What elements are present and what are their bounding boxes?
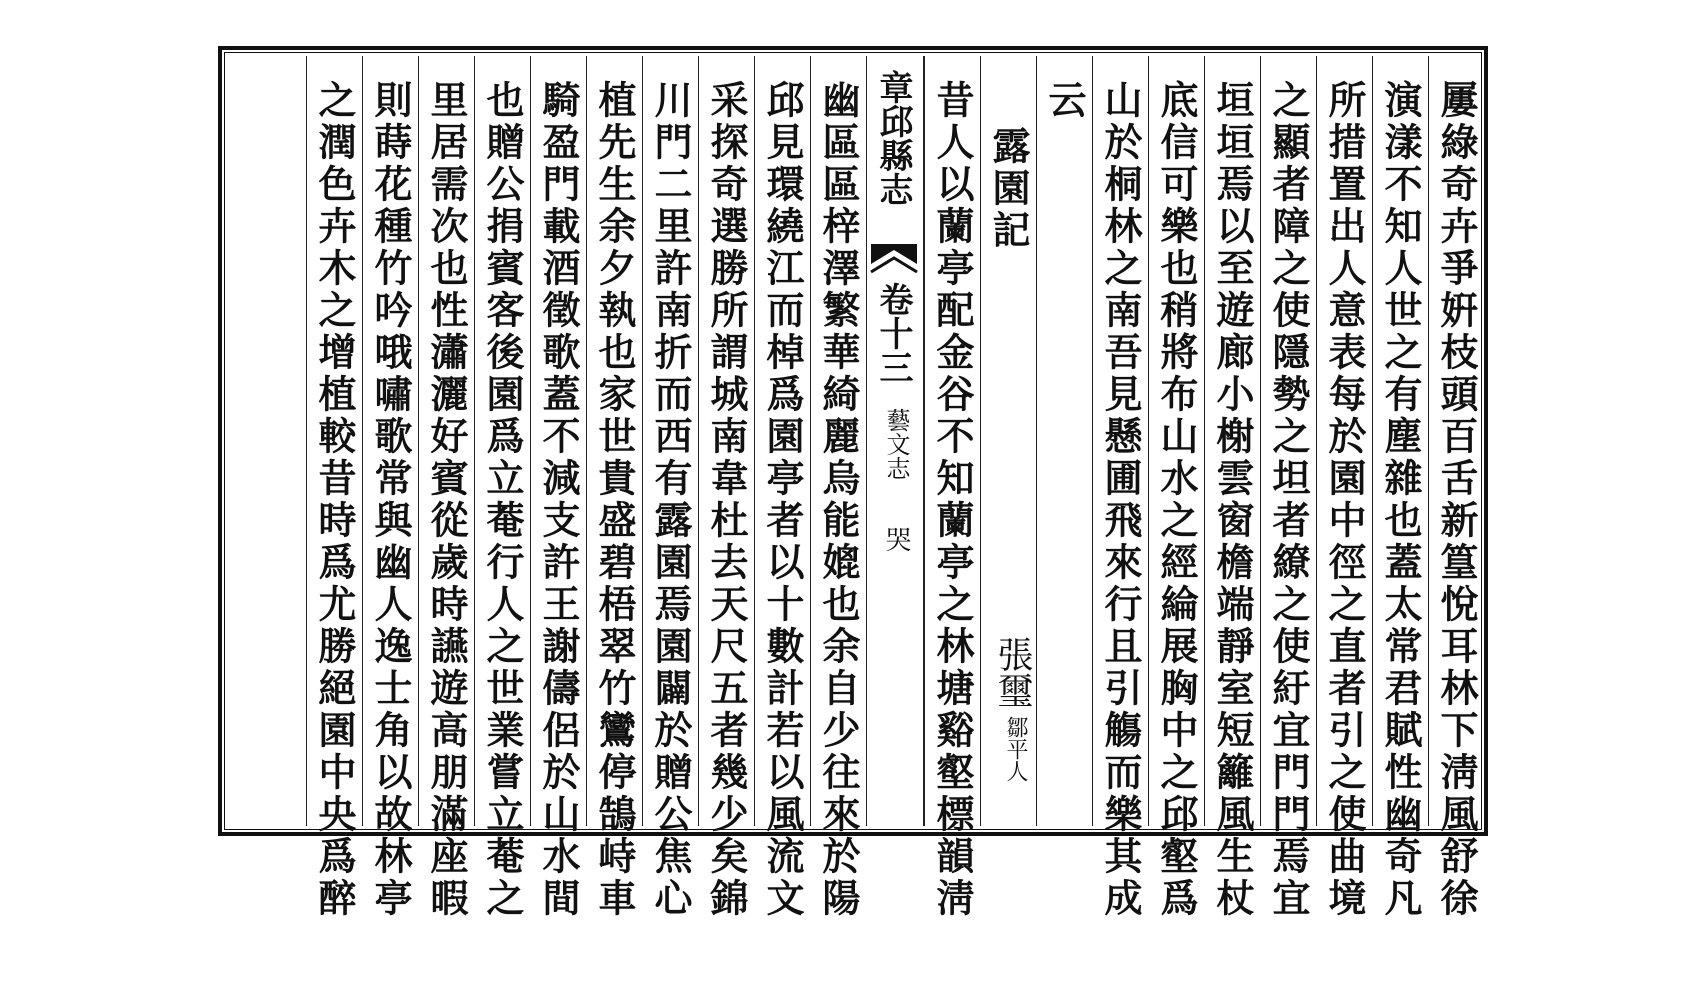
column-text: 則蒔花種竹吟哦嘯歌常與幽人逸士角以故林亭 (368, 80, 413, 920)
text-column-8 (1036, 56, 1092, 826)
page-number: 哭 (881, 526, 911, 552)
text-column-11 (754, 56, 810, 920)
text-column-5 (1204, 56, 1260, 920)
text-column-13 (642, 56, 698, 920)
column-text: 屢綠奇卉爭姸枝頭百舌新篁悅耳林下淸風舒徐 (1434, 80, 1479, 920)
author-note: 鄒平人 (1003, 716, 1028, 782)
text-column-1 (1428, 56, 1484, 920)
text-column-2 (1372, 56, 1428, 920)
column-text: 川門二里許南折而西有露園焉園闢於贈公焦心 (648, 80, 693, 920)
fish-tail-ornament (869, 242, 919, 278)
author-name: 張璽 (992, 636, 1033, 708)
book-title: 章邱縣志 (873, 70, 913, 206)
column-text: 騎盈門載酒徵歌蓋不減支許王謝儔侶於山水間 (536, 80, 581, 920)
column-text: 所措置出人意表每於園中徑之直者引之使曲境 (1322, 80, 1367, 920)
text-column-12 (698, 56, 754, 920)
text-column-16 (474, 56, 530, 920)
column-text: 也贈公捐賓客後園爲立菴行人之世業嘗立菴之 (480, 80, 525, 920)
column-text: 之顯者障之使隱勢之坦者繚之使紆宜門門焉宜 (1266, 80, 1311, 920)
text-column-4 (1260, 56, 1316, 920)
column-text: 之潤色卉木之增植較昔時爲尤勝絕園中央爲醉 (312, 80, 357, 920)
text-column-9 (924, 56, 980, 920)
column-text: 植先生余夕執也家世貴盛碧梧翠竹鸞停鵠峙車 (592, 80, 637, 920)
text-column-15 (530, 56, 586, 920)
column-text: 昔人以蘭亭配金谷不知蘭亭之林塘谿壑標韻淸 (930, 80, 975, 920)
column-text: 垣垣焉以至遊廊小榭雲窗檐端靜室短籬風生杖 (1210, 80, 1255, 920)
text-column-3 (1316, 56, 1372, 920)
column-text: 采探奇選勝所謂城南韋杜去天尺五者幾少矣錦 (704, 80, 749, 920)
text-column-14 (586, 56, 642, 920)
volume-number: 卷十三 (873, 282, 913, 384)
column-text: 底信可樂也稍將布山水之經綸展胸中之邱壑爲 (1154, 80, 1199, 920)
text-column-17 (418, 56, 474, 920)
column-text: 云 (1042, 80, 1087, 122)
column-text: 里居需次也性瀟灑好賓從歲時讌遊高朋滿座暇 (424, 80, 469, 920)
column-text: 幽區區梓澤繁華綺麗烏能媲也余自少往來於陽 (816, 80, 861, 920)
text-column-6 (1148, 56, 1204, 920)
text-column-10 (810, 56, 866, 920)
column-text: 邱見環繞江而棹爲園亭者以十數計若以風流文 (760, 80, 805, 920)
text-column-18 (362, 56, 418, 920)
section-name: 藝文志 (882, 408, 910, 480)
column-text: 山於桐林之南吾見懸圃飛來行且引觴而樂其成 (1098, 80, 1143, 920)
text-column-19 (306, 56, 362, 920)
title-column (980, 56, 1036, 826)
column-text: 演漾不知人世之有塵雜也蓋太常君賦性幽奇凡 (1378, 80, 1423, 920)
page-frame (218, 46, 1488, 920)
center-fold (866, 56, 924, 826)
text-column-7 (1092, 56, 1148, 920)
essay-title: 露園記 (986, 126, 1031, 252)
